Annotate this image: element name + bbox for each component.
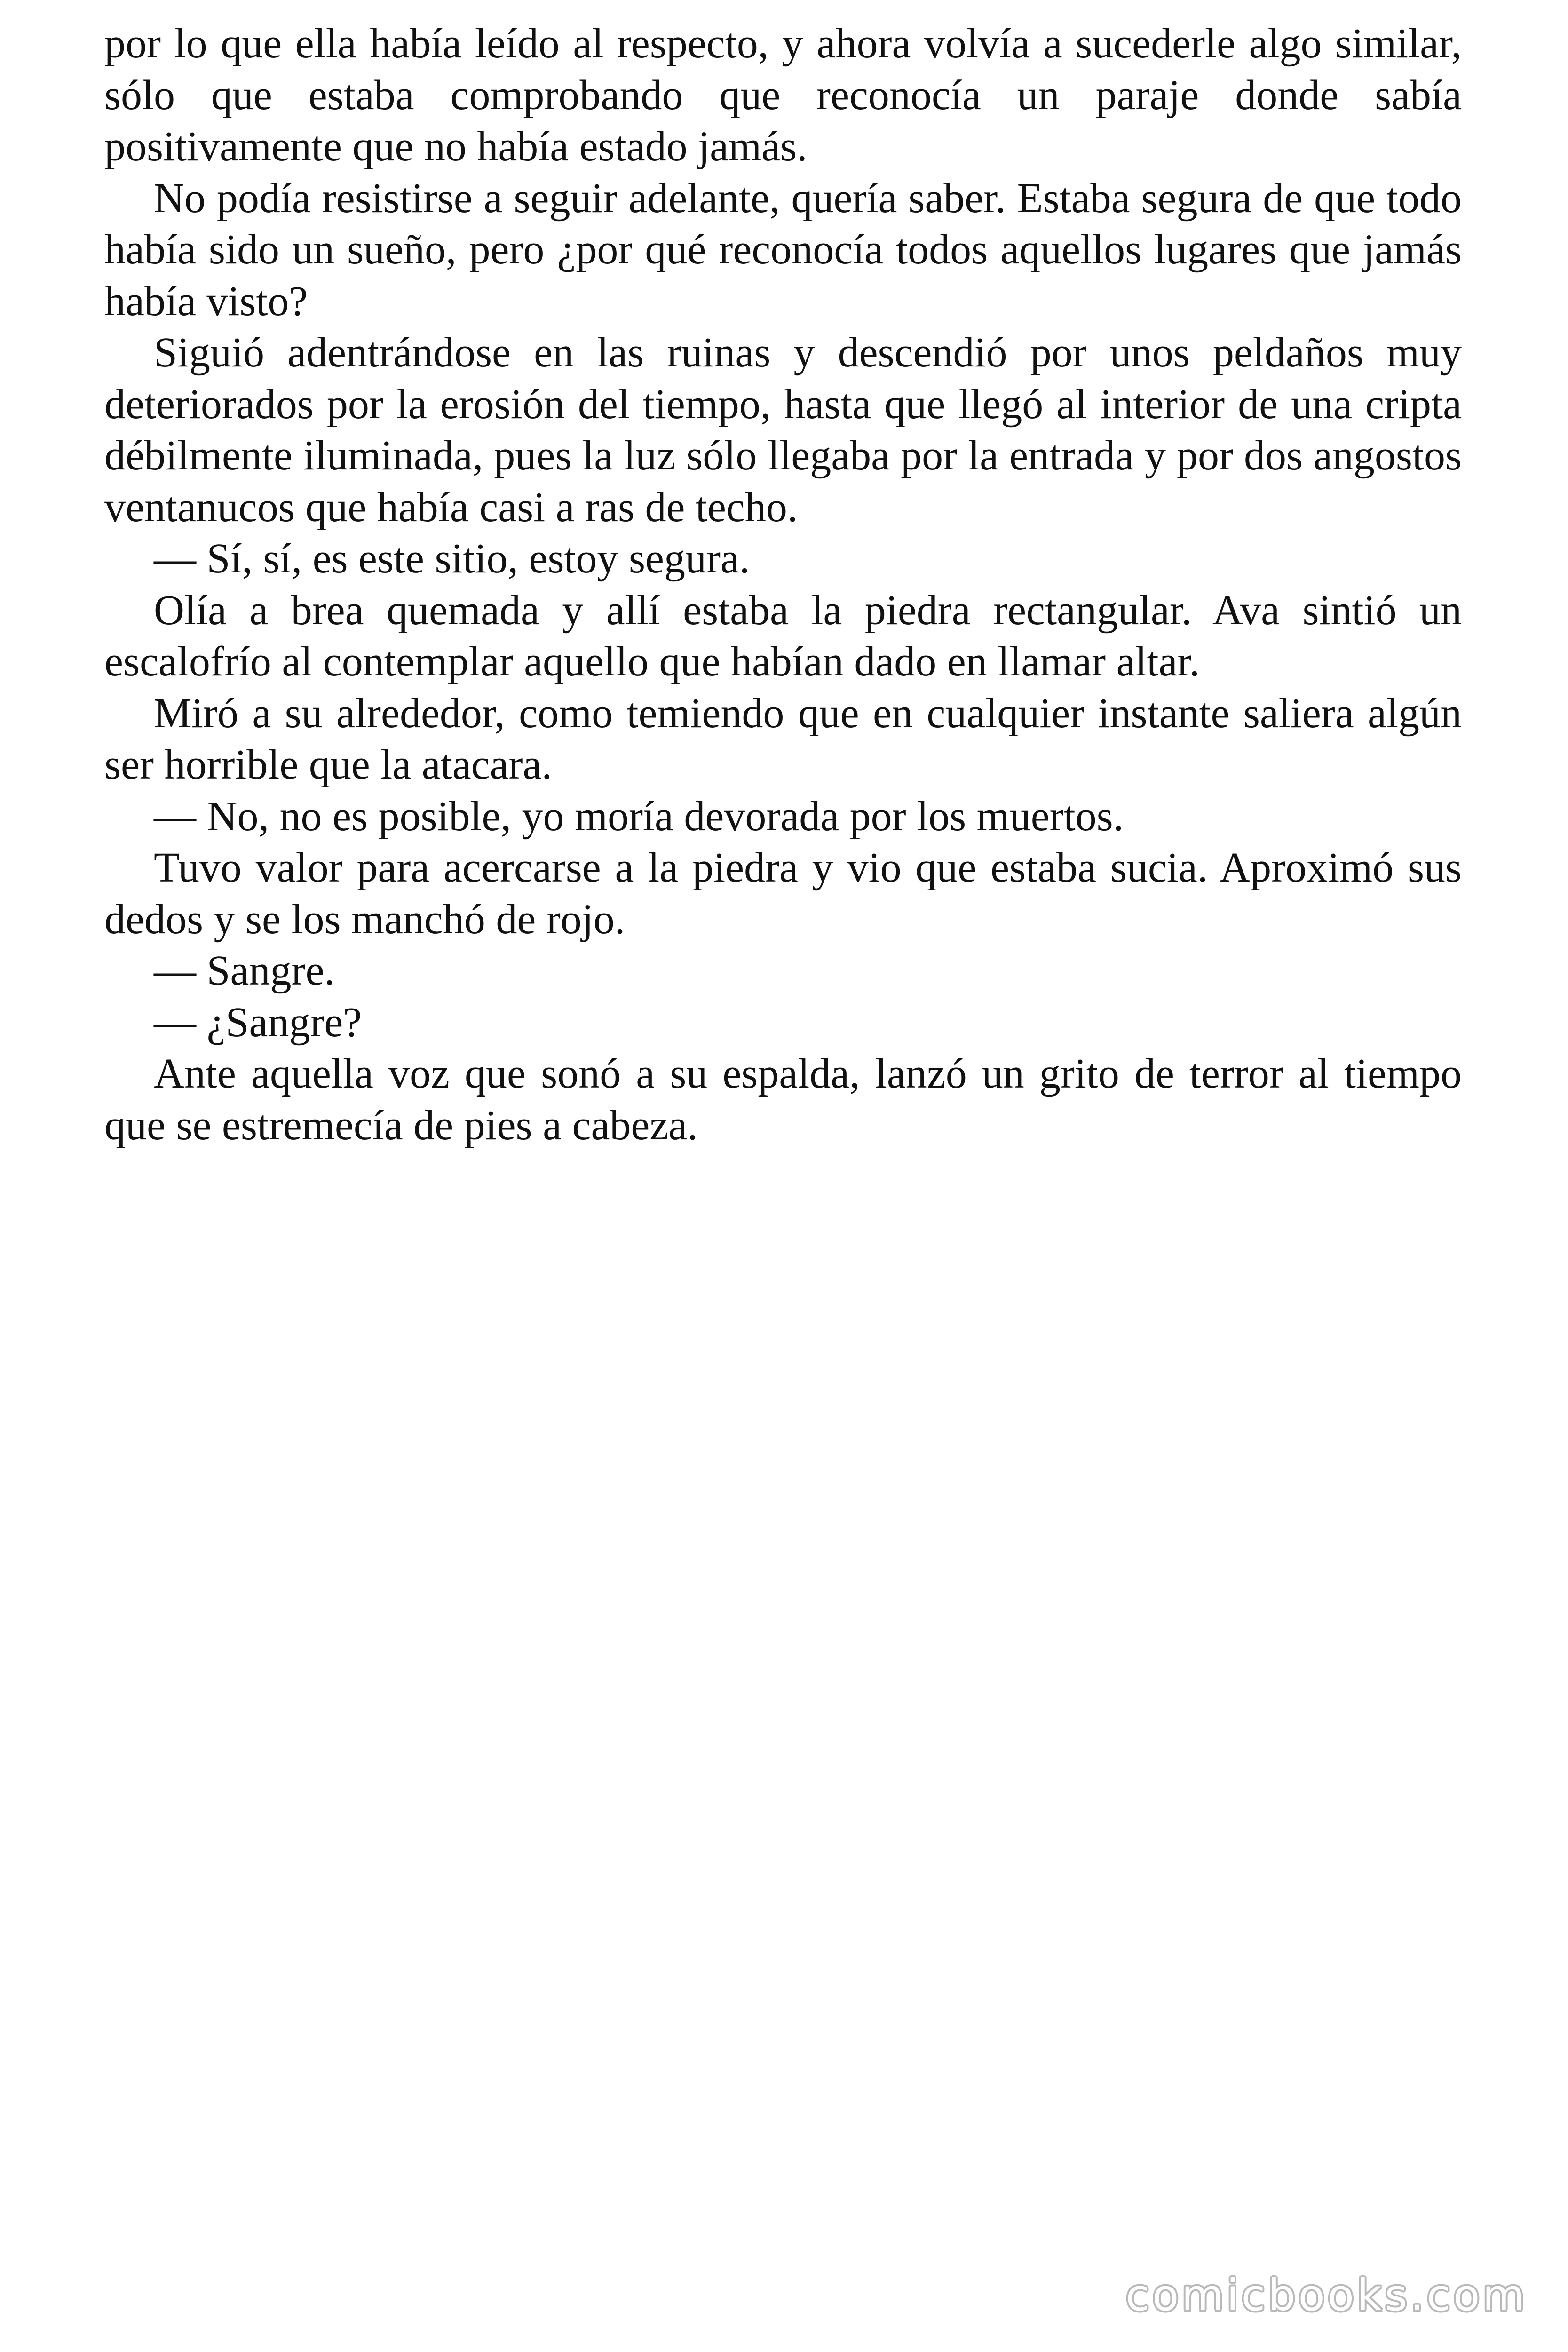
dialogue-line: — Sí, sí, es este sitio, estoy segura. xyxy=(154,535,750,582)
dialogue-line: — Sangre. xyxy=(154,947,335,994)
paragraph: No podía resistirse a seguir adelante, quería saber. Estaba segura de que todo había sido un sueño, pero ¿por qué reconocía todos aquellos lugares que jamás había visto? xyxy=(104,175,1462,325)
paragraph: Ante aquella voz que sonó a su espalda, lanzó un grito de terror al tiempo que se estremecía de pies a cabeza. xyxy=(104,1050,1462,1149)
paragraph: Olía a brea quemada y allí estaba la piedra rectangular. Ava sintió un escalofrío al contemplar aquello que habían dado en llamar altar. xyxy=(104,587,1462,685)
dialogue-line: — No, no es posible, yo moría devorada por los muertos. xyxy=(154,793,1124,840)
paragraph: Miró a su alrededor, como temiendo que en cualquier instante saliera algún ser horrible que la atacara. xyxy=(104,690,1462,788)
paragraph: Tuvo valor para acercarse a la piedra y vio que estaba sucia. Aproximó sus dedos y se los manchó de rojo. xyxy=(104,844,1462,943)
paragraph-continuation: por lo que ella había leído al respecto, y ahora volvía a sucederle algo similar, sólo que estaba comprobando que reconocía un paraje donde sabía positivamente que no había estado jamás. xyxy=(104,20,1462,170)
dialogue-line: — ¿Sangre? xyxy=(154,999,362,1046)
paragraph: Siguió adentrándose en las ruinas y descendió por unos peldaños muy deteriorados por la erosión del tiempo, hasta que llegó al interior de una cripta débilmente iluminada, pues la luz sólo llegaba por la entrada y por dos angostos ventanucos que había casi a ras de techo. xyxy=(104,329,1462,531)
page-text-body xyxy=(104,18,1462,1151)
watermark: comicbooks.com xyxy=(1125,2270,1528,2320)
